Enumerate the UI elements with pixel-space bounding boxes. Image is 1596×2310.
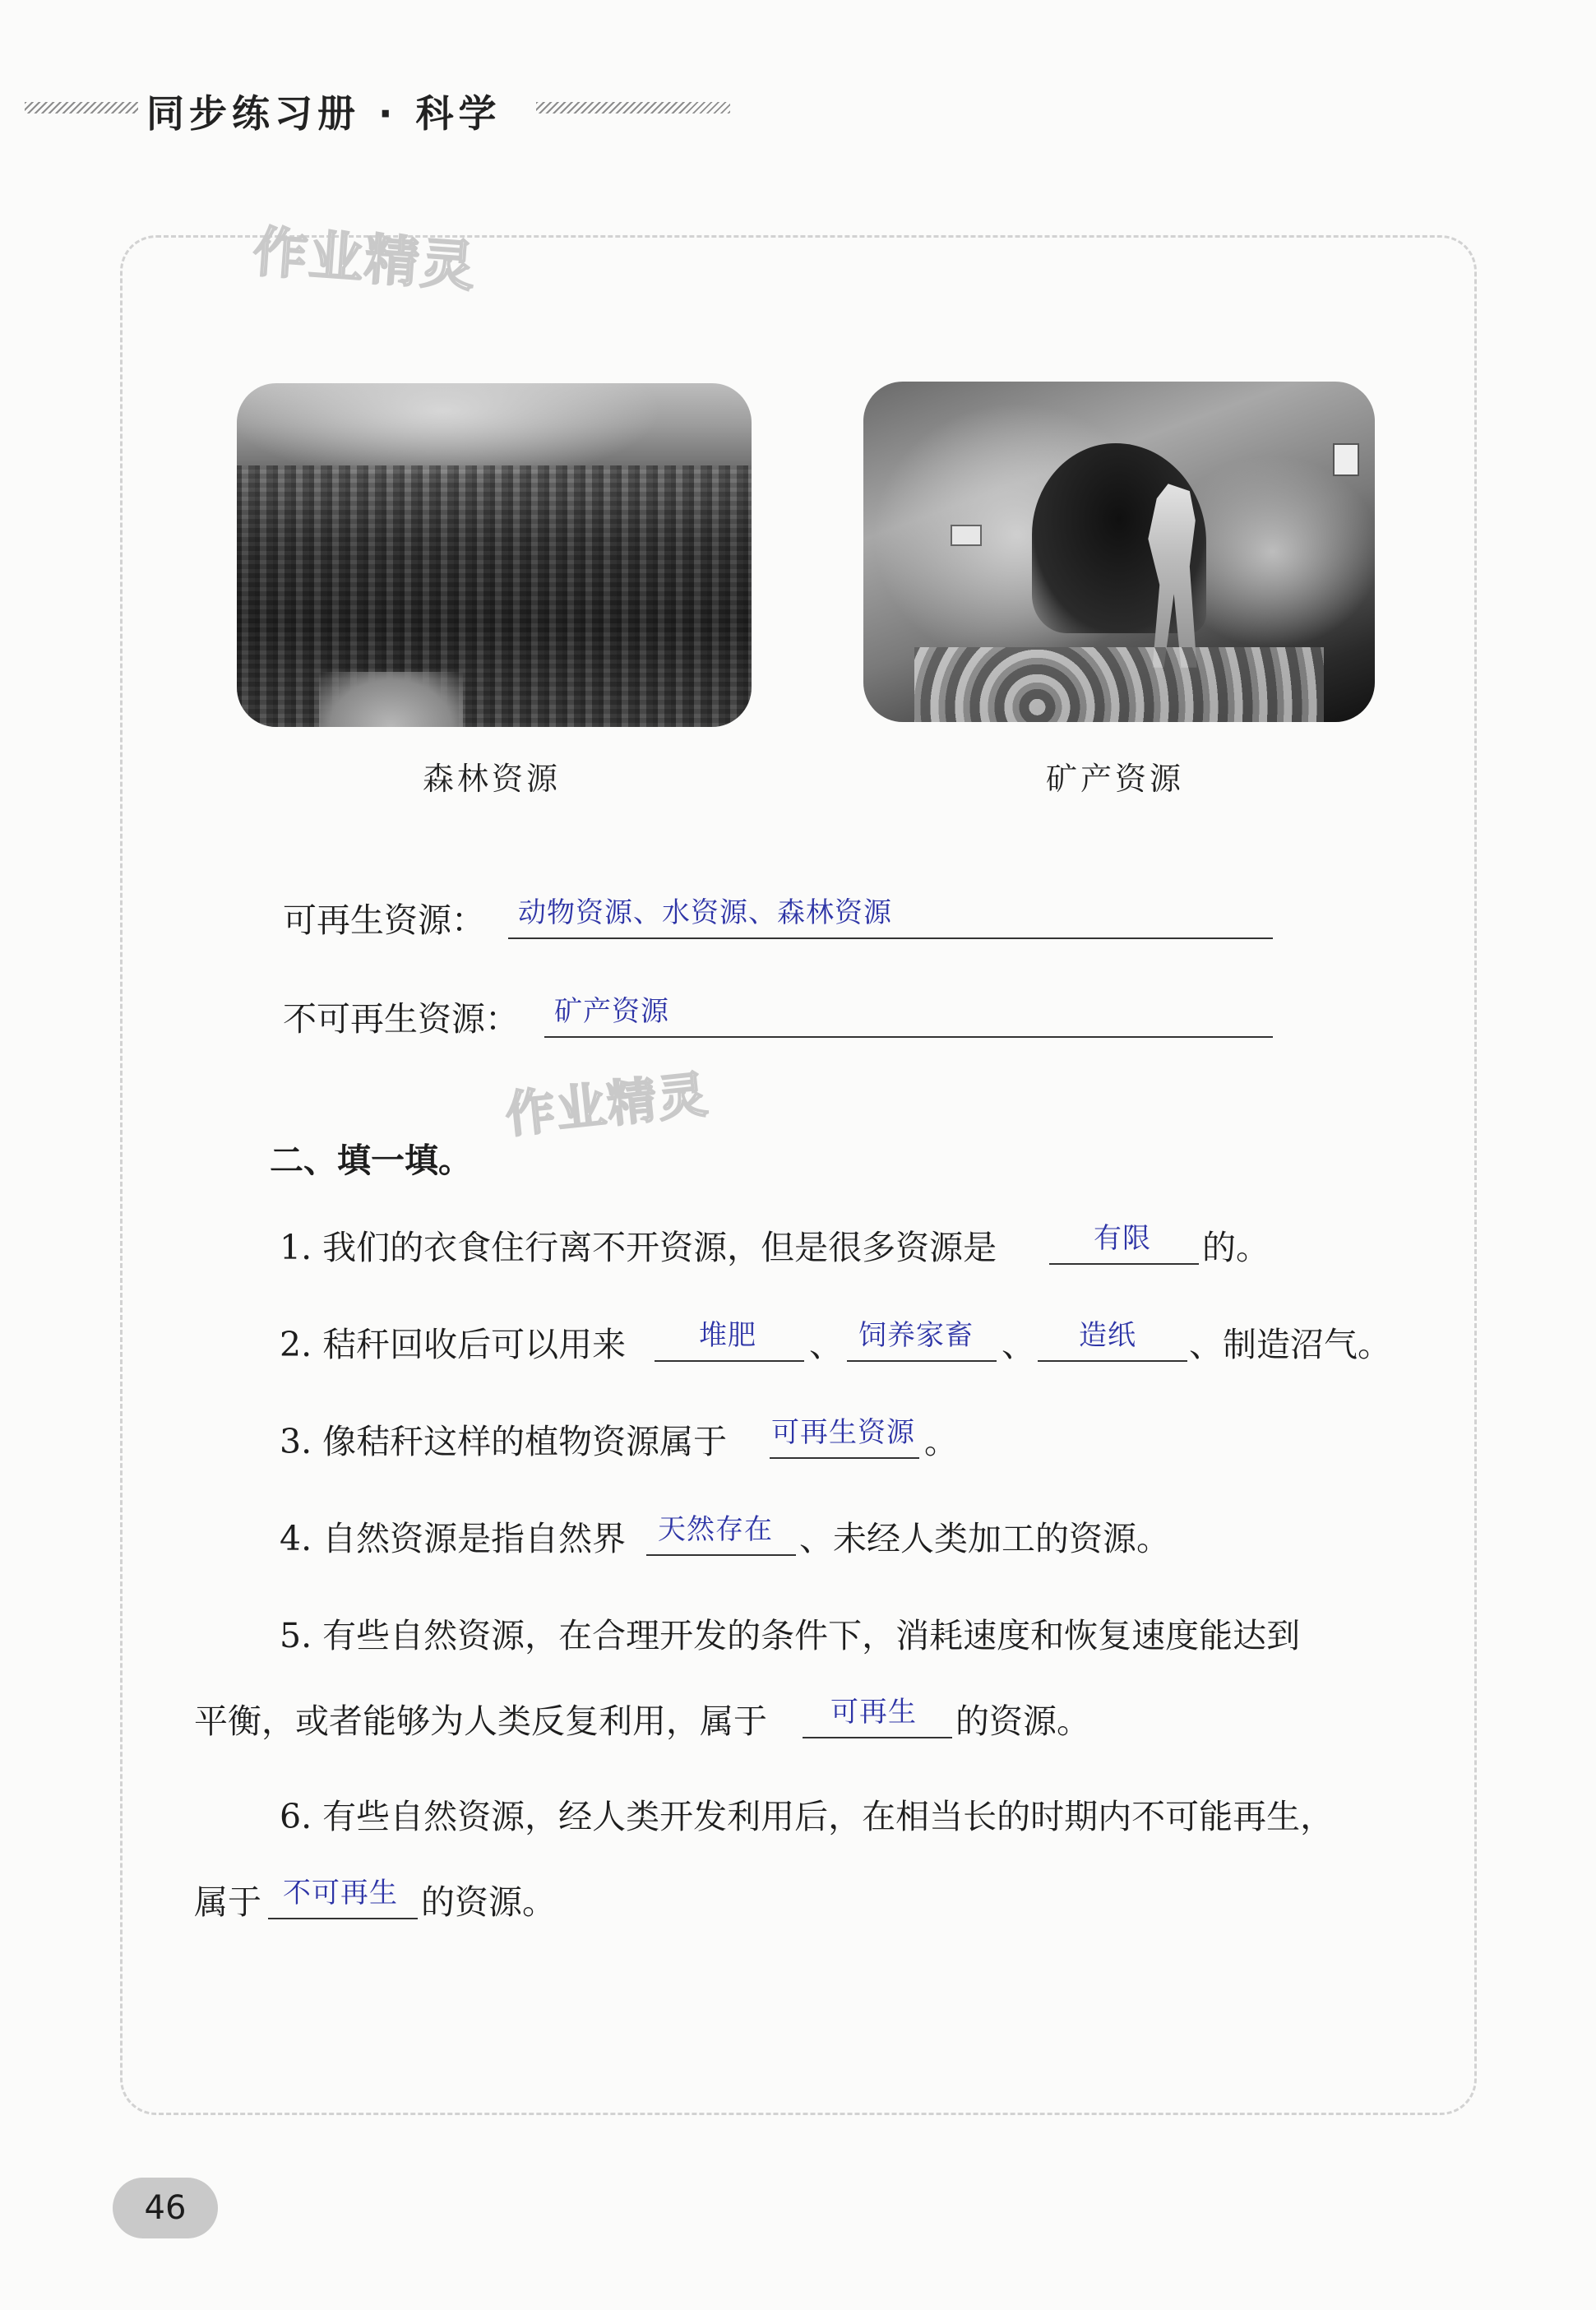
- q6-text-after: 的资源。: [421, 1882, 556, 1922]
- forest-caption: 森林资源: [423, 761, 562, 797]
- header-left-rule: [25, 102, 138, 113]
- nonrenewable-label: 不可再生资源：: [283, 999, 519, 1039]
- q6-line-1: 6. 有些自然资源，经人类开发利用后，在相当长的时期内不可能再生，: [280, 1797, 1335, 1836]
- mine-photo: [863, 382, 1375, 722]
- mine-label-sign: [951, 525, 982, 546]
- q1-text-after: 的。: [1202, 1228, 1270, 1267]
- q3-text-after: 。: [924, 1422, 958, 1461]
- header-title: 同步练习册 · 科学: [146, 91, 502, 136]
- q5-answer: 可再生: [830, 1696, 917, 1729]
- nonrenewable-answer: 矿产资源: [554, 995, 669, 1028]
- q6-text: 属于: [194, 1882, 261, 1922]
- q3-answer: 可再生资源: [771, 1416, 915, 1449]
- q2-answer-1: 堆肥: [699, 1319, 756, 1352]
- q4-text: 4. 自然资源是指自然界: [280, 1519, 627, 1558]
- page-number: 46: [144, 2189, 187, 2227]
- q5-line-1: 5. 有些自然资源，在合理开发的条件下，消耗速度和恢复速度能达到: [280, 1616, 1301, 1655]
- q2-sep-1: 、: [809, 1325, 843, 1364]
- watermark-middle: 作业精灵: [502, 1066, 712, 1145]
- q5-text-after: 的资源。: [955, 1701, 1090, 1741]
- q2-blank-3: [1038, 1360, 1187, 1362]
- q2-answer-3: 造纸: [1079, 1319, 1136, 1352]
- forest-photo: [237, 383, 752, 727]
- renewable-label: 可再生资源：: [283, 900, 485, 940]
- mine-rocks: [914, 647, 1324, 722]
- q1-blank: [1049, 1263, 1199, 1265]
- mine-caption: 矿产资源: [1046, 761, 1185, 797]
- q2-text: 2. 秸秆回收后可以用来: [280, 1325, 627, 1364]
- renewable-answer: 动物资源、水资源、森林资源: [518, 896, 892, 929]
- q2-sep-2: 、: [1002, 1325, 1035, 1364]
- q2-blank-1: [655, 1360, 804, 1362]
- q3-text: 3. 像秸秆这样的植物资源属于: [280, 1422, 728, 1461]
- mine-sign: [1333, 443, 1359, 476]
- forest-clearing: [319, 672, 463, 727]
- watermark-top: 作业精灵: [251, 220, 479, 299]
- q2-text-after: 、制造沼气。: [1189, 1325, 1391, 1364]
- q5-text: 平衡，或者能够为人类反复利用，属于: [194, 1701, 767, 1741]
- nonrenewable-blank: [544, 1036, 1273, 1038]
- q1-answer: 有限: [1094, 1222, 1151, 1255]
- q4-blank: [646, 1554, 796, 1556]
- q4-answer: 天然存在: [658, 1513, 773, 1546]
- header-right-rule: [536, 102, 730, 113]
- renewable-blank: [508, 937, 1273, 939]
- section-heading: 二、填一填。: [270, 1141, 472, 1180]
- q2-answer-2: 饲养家畜: [858, 1319, 974, 1352]
- q5-blank: [803, 1737, 952, 1738]
- page-number-badge: [113, 2178, 218, 2238]
- q3-blank: [770, 1457, 919, 1459]
- q6-answer: 不可再生: [283, 1877, 398, 1910]
- q4-text-after: 、未经人类加工的资源。: [799, 1519, 1170, 1558]
- forest-trees: [237, 465, 752, 727]
- q6-blank: [268, 1918, 418, 1919]
- q1-text: 1. 我们的衣食住行离不开资源，但是很多资源是: [280, 1228, 997, 1267]
- q2-blank-2: [847, 1360, 997, 1362]
